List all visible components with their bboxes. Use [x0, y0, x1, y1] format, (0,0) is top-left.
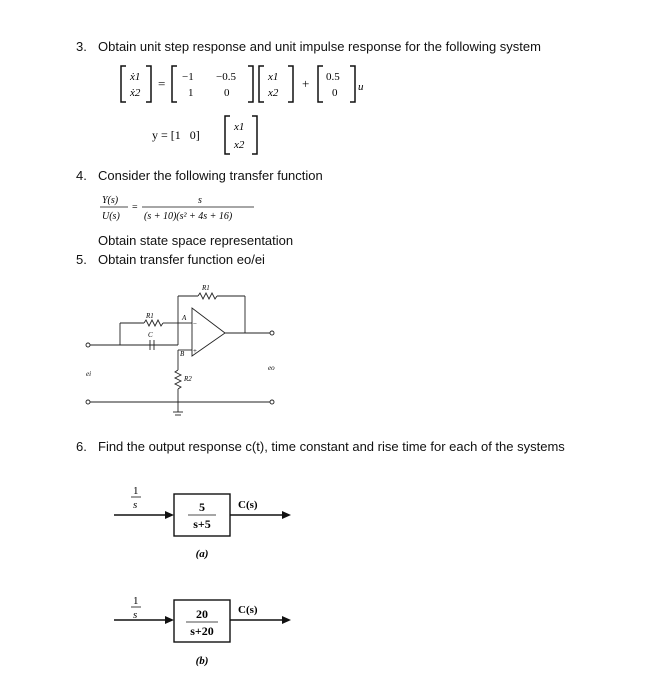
b-2: 0 [332, 87, 338, 99]
svg-text:+: + [193, 347, 197, 355]
question-4 [76, 168, 323, 183]
question-5-number: 5. [76, 252, 87, 267]
equals-sign: = [158, 76, 166, 91]
question-4-number: 4. [76, 168, 87, 183]
b-1: 0.5 [326, 71, 340, 83]
system-a-input-den: s [133, 499, 138, 511]
u-input: u [358, 81, 364, 93]
question-6-text: Find the output response c(t), time constant and rise time for each of the systems [98, 439, 565, 454]
node-b-label: B [180, 350, 185, 358]
system-a-block-den: s+5 [193, 517, 211, 531]
question-4-text: Consider the following transfer function [98, 168, 323, 183]
plus-sign: + [302, 76, 310, 91]
eo-label: eo [268, 364, 275, 372]
a-12: −0.5 [216, 71, 236, 83]
tf-num-left: Y(s) [102, 195, 119, 206]
question-3-number: 3. [76, 39, 87, 54]
question-6-number: 6. [76, 439, 87, 454]
state-lhs-2: ẋ2 [130, 87, 141, 99]
system-b-block-den: s+20 [190, 624, 214, 638]
question-3 [76, 39, 541, 54]
system-b-diagram [110, 594, 310, 674]
system-a-diagram [110, 484, 310, 564]
system-b-input-num: 1 [133, 595, 139, 607]
x-1: x1 [268, 71, 279, 83]
op-amp-circuit [80, 278, 290, 418]
output-lhs: y = [1 0] [152, 128, 200, 142]
transfer-function [98, 190, 268, 226]
out-x-1: x1 [234, 121, 245, 133]
r1-top-label: R1 [202, 284, 210, 292]
a-11: −1 [182, 71, 194, 83]
question-3-text: Obtain unit step response and unit impulse response for the following system [98, 39, 541, 54]
tf-den-left: U(s) [102, 211, 120, 222]
question-4-subtext: Obtain state space representation [98, 233, 294, 248]
question-5 [76, 252, 265, 267]
r2-label: R2 [184, 375, 192, 383]
tf-equals: = [132, 202, 138, 213]
svg-text:−: − [193, 320, 197, 328]
system-a-output: C(s) [238, 499, 258, 511]
state-lhs-1: ẋ1 [130, 71, 141, 83]
output-equation [150, 112, 280, 158]
system-a-block-num: 5 [199, 500, 205, 514]
system-a-input-num: 1 [133, 485, 139, 497]
system-b-caption: (b) [195, 655, 209, 667]
system-a-caption: (a) [195, 548, 209, 560]
system-b-block-num: 20 [196, 607, 208, 621]
tf-den-right: (s + 10)(s² + 4s + 16) [144, 211, 233, 222]
system-b-output: C(s) [238, 604, 258, 616]
x-2: x2 [268, 87, 279, 99]
question-5-text: Obtain transfer function eo/ei [98, 252, 265, 267]
ei-label: ei [86, 370, 92, 378]
state-equation [110, 60, 370, 110]
a-21: 1 [188, 87, 194, 99]
out-x-2: x2 [234, 139, 245, 151]
tf-num-right: s [198, 195, 202, 206]
question-6 [76, 439, 565, 454]
node-a-label: A [182, 314, 187, 322]
a-22: 0 [224, 87, 230, 99]
capacitor-label: C [148, 331, 153, 339]
system-b-input-den: s [133, 609, 138, 621]
r1-left-label: R1 [146, 312, 154, 320]
